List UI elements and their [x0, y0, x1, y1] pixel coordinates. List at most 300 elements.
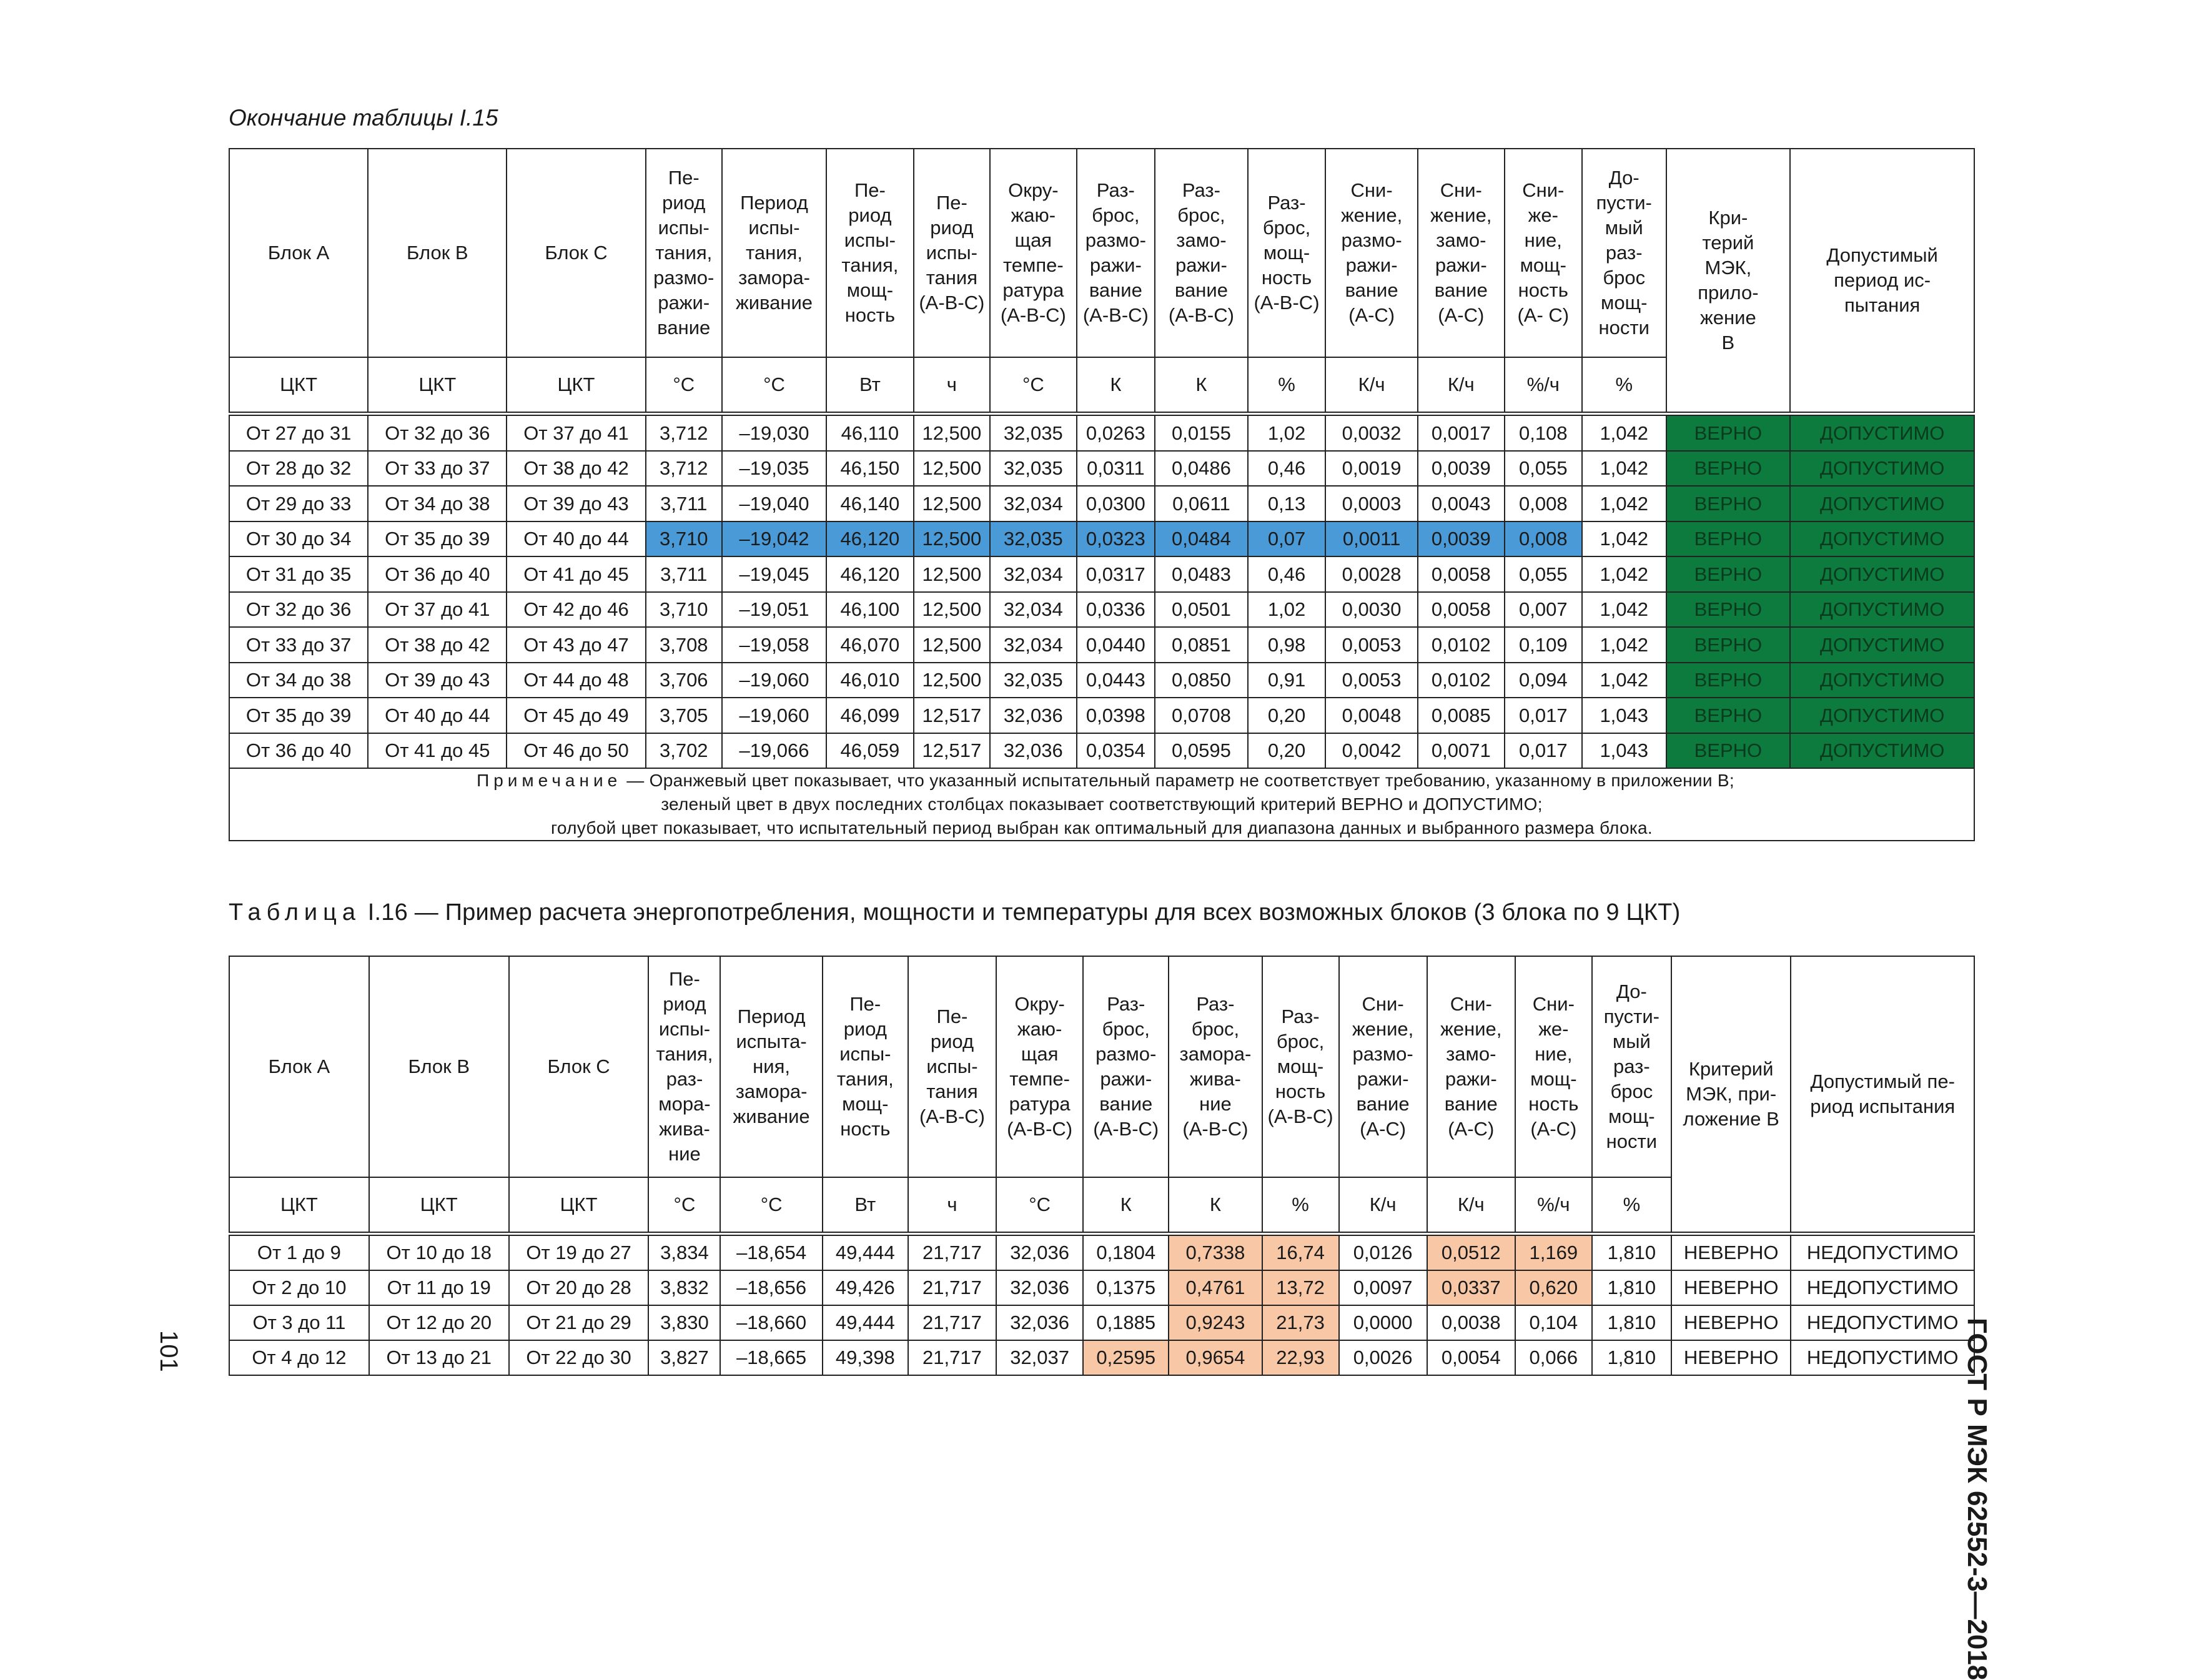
table-cell: НЕДОПУСТИМО [1791, 1234, 1974, 1271]
table-cell: 13,72 [1262, 1270, 1339, 1305]
table-cell: –19,035 [722, 451, 826, 487]
column-header: Блок А [229, 956, 369, 1177]
table-cell: 0,0398 [1077, 698, 1155, 733]
column-header: До- пусти- мый раз- брос мощ- ности [1582, 149, 1666, 357]
table-cell: 32,036 [990, 698, 1077, 733]
unit-header: ч [914, 357, 990, 414]
table-cell: От 30 до 34 [229, 521, 368, 557]
table-cell: 0,0011 [1325, 521, 1418, 557]
table-cell: 0,0102 [1418, 627, 1505, 663]
table-cell: 46,110 [826, 414, 914, 451]
table-note [229, 768, 1974, 841]
table-cell: 0,0058 [1418, 556, 1505, 592]
table-row [229, 592, 1974, 628]
table-cell: 0,0071 [1418, 733, 1505, 769]
table-cell: От 39 до 43 [368, 663, 507, 698]
column-header: Пе- риод испы- тания (А-В-С) [908, 956, 996, 1177]
table-cell: От 32 до 36 [368, 414, 507, 451]
table-cell: 0,20 [1248, 733, 1325, 769]
table-cell: ВЕРНО [1666, 698, 1791, 733]
table-cell: 3,712 [646, 414, 722, 451]
column-header: До- пусти- мый раз- брос мощ- ности [1592, 956, 1671, 1177]
table-cell: НЕВЕРНО [1671, 1234, 1791, 1271]
unit-header: % [1592, 1177, 1671, 1234]
table-cell: НЕДОПУСТИМО [1791, 1340, 1974, 1375]
table-cell: 12,500 [914, 521, 990, 557]
column-header: Кри- терий МЭК, прило- жение В [1666, 149, 1791, 414]
table-cell: 0,108 [1505, 414, 1582, 451]
unit-header: К [1169, 1177, 1262, 1234]
unit-header: К/ч [1325, 357, 1418, 414]
table-cell: 32,035 [990, 521, 1077, 557]
table-cell: 12,500 [914, 451, 990, 487]
table-cell: –18,654 [720, 1234, 822, 1271]
table-cell: 32,035 [990, 663, 1077, 698]
table-cell: ДОПУСТИМО [1790, 556, 1974, 592]
table-cell: От 2 до 10 [229, 1270, 369, 1305]
table-cell: 3,705 [646, 698, 722, 733]
table-cell: 12,517 [914, 733, 990, 769]
table-16-caption-text: I.16 — Пример расчета энергопотребления, мощности и температуры для всех возможных блоков (3 блока по 9 ЦКТ) [367, 899, 1681, 926]
unit-header: К [1083, 1177, 1169, 1234]
table-cell: –19,042 [722, 521, 826, 557]
table-cell: 1,042 [1582, 556, 1666, 592]
table-cell: 0,0017 [1418, 414, 1505, 451]
table-cell: 1,810 [1592, 1305, 1671, 1340]
table-cell: От 45 до 49 [507, 698, 645, 733]
table-cell: 0,07 [1248, 521, 1325, 557]
table-cell: 46,120 [826, 556, 914, 592]
table-cell: 1,810 [1592, 1340, 1671, 1375]
table-cell: 0,017 [1505, 698, 1582, 733]
table-cell: 3,710 [646, 592, 722, 628]
table-16-caption [229, 899, 1680, 926]
unit-header: °С [720, 1177, 822, 1234]
table-cell: 46,059 [826, 733, 914, 769]
column-header: Период испы- тания, замора- живание [722, 149, 826, 357]
table-cell: От 10 до 18 [369, 1234, 509, 1271]
table-cell: 22,93 [1262, 1340, 1339, 1375]
table-cell: 12,500 [914, 663, 990, 698]
header-row [229, 956, 1974, 1177]
table-15-header [229, 149, 1974, 414]
table-cell: 1,043 [1582, 698, 1666, 733]
table-15 [229, 148, 1975, 841]
table-cell: 32,034 [990, 486, 1077, 521]
note-line: голубой цвет показывает, что испытательный период выбран как оптимальный для диапазона данных и выбранного размера блока. [551, 818, 1653, 838]
column-header: Раз- брос, размо- ражи- вание (А-В-С) [1077, 149, 1155, 357]
table-row [229, 1234, 1974, 1271]
table-cell: 32,036 [996, 1305, 1083, 1340]
table-cell: 1,042 [1582, 414, 1666, 451]
table-cell: ДОПУСТИМО [1790, 663, 1974, 698]
table-cell: 32,036 [996, 1234, 1083, 1271]
unit-header: ЦКТ [229, 357, 368, 414]
unit-header: Вт [826, 357, 914, 414]
table-cell: От 37 до 41 [368, 592, 507, 628]
table-cell: НЕДОПУСТИМО [1791, 1305, 1974, 1340]
table-cell: 0,0038 [1427, 1305, 1515, 1340]
table-cell: ВЕРНО [1666, 486, 1791, 521]
unit-header: К [1155, 357, 1248, 414]
table-cell: 0,0019 [1325, 451, 1418, 487]
table-cell: 3,834 [648, 1234, 720, 1271]
table-cell: 0,7338 [1169, 1234, 1262, 1271]
side-document-title: ГОСТ Р МЭК 62552-3—2018 [1962, 1318, 1992, 1680]
unit-header: % [1582, 357, 1666, 414]
table-cell: 0,0097 [1339, 1270, 1427, 1305]
table-cell: 0,0443 [1077, 663, 1155, 698]
table-cell: 12,500 [914, 414, 990, 451]
table-cell: 0,0058 [1418, 592, 1505, 628]
table-cell: 0,9654 [1169, 1340, 1262, 1375]
column-header: Раз- брос, замо- ражи- вание (А-В-С) [1155, 149, 1248, 357]
table-cell: 0,109 [1505, 627, 1582, 663]
unit-header: ЦКТ [229, 1177, 369, 1234]
table-cell: 0,0028 [1325, 556, 1418, 592]
table-cell: 0,0039 [1418, 451, 1505, 487]
table-cell: 1,042 [1582, 592, 1666, 628]
table-cell: От 38 до 42 [507, 451, 645, 487]
unit-header: °С [990, 357, 1077, 414]
column-header: Сни- же- ние, мощ- ность (А-С) [1515, 956, 1592, 1177]
table-cell: 32,034 [990, 556, 1077, 592]
table-row [229, 1340, 1974, 1375]
table-cell: От 12 до 20 [369, 1305, 509, 1340]
table-cell: От 38 до 42 [368, 627, 507, 663]
table-cell: 0,0611 [1155, 486, 1248, 521]
table-cell: –18,660 [720, 1305, 822, 1340]
table-cell: От 29 до 33 [229, 486, 368, 521]
table-cell: 0,91 [1248, 663, 1325, 698]
table-16 [229, 956, 1975, 1376]
table-cell: 1,043 [1582, 733, 1666, 769]
unit-header: ЦКТ [368, 357, 507, 414]
table-cell: 49,444 [823, 1234, 908, 1271]
table-cell: –19,058 [722, 627, 826, 663]
table-cell: 3,830 [648, 1305, 720, 1340]
table-cell: ВЕРНО [1666, 451, 1791, 487]
column-header: Блок В [369, 956, 509, 1177]
table-row [229, 733, 1974, 769]
table-cell: ВЕРНО [1666, 733, 1791, 769]
table-cell: 0,0042 [1325, 733, 1418, 769]
table-cell: От 20 до 28 [509, 1270, 649, 1305]
table-cell: 32,037 [996, 1340, 1083, 1375]
column-header: Сни- жение, замо- ражи- вание (А-С) [1418, 149, 1505, 357]
table-cell: 21,717 [908, 1305, 996, 1340]
table-cell: 0,0053 [1325, 663, 1418, 698]
header-row [229, 149, 1974, 357]
table-cell: 1,042 [1582, 486, 1666, 521]
table-cell: 0,0850 [1155, 663, 1248, 698]
note-label: Примечание [477, 771, 622, 790]
table-cell: От 21 до 29 [509, 1305, 649, 1340]
table-row [229, 414, 1974, 451]
column-header: Блок С [507, 149, 645, 357]
table-cell: 0,007 [1505, 592, 1582, 628]
unit-header: % [1248, 357, 1325, 414]
table-cell: 32,036 [990, 733, 1077, 769]
table-cell: 49,398 [823, 1340, 908, 1375]
table-cell: От 36 до 40 [368, 556, 507, 592]
table-cell: 0,0030 [1325, 592, 1418, 628]
table-cell: 0,0311 [1077, 451, 1155, 487]
table-cell: 0,0126 [1339, 1234, 1427, 1271]
table-row [229, 627, 1974, 663]
table-cell: От 35 до 39 [229, 698, 368, 733]
table-cell: 0,0054 [1427, 1340, 1515, 1375]
column-header: Критерий МЭК, при- ложение В [1671, 956, 1791, 1234]
table-cell: 0,13 [1248, 486, 1325, 521]
table-cell: 0,0512 [1427, 1234, 1515, 1271]
table-cell: От 36 до 40 [229, 733, 368, 769]
table-cell: 0,0354 [1077, 733, 1155, 769]
table-cell: –19,040 [722, 486, 826, 521]
table-cell: 32,035 [990, 414, 1077, 451]
column-header: Окру- жаю- щая темпе- ратура (А-В-С) [996, 956, 1083, 1177]
table-cell: 0,1375 [1083, 1270, 1169, 1305]
unit-header: %/ч [1505, 357, 1582, 414]
column-header: Пе- риод испы- тания (А-В-С) [914, 149, 990, 357]
table-cell: 0,0851 [1155, 627, 1248, 663]
table-cell: 21,73 [1262, 1305, 1339, 1340]
table-16-body [229, 1234, 1974, 1376]
table-cell: 0,055 [1505, 556, 1582, 592]
table-cell: 3,702 [646, 733, 722, 769]
table-cell: 0,0336 [1077, 592, 1155, 628]
table-cell: От 39 до 43 [507, 486, 645, 521]
table-cell: 0,017 [1505, 733, 1582, 769]
table-cell: 21,717 [908, 1234, 996, 1271]
table-row [229, 486, 1974, 521]
table-cell: От 22 до 30 [509, 1340, 649, 1375]
column-header: Блок В [368, 149, 507, 357]
unit-header: °С [996, 1177, 1083, 1234]
table-cell: 12,500 [914, 486, 990, 521]
table-cell: ДОПУСТИМО [1790, 414, 1974, 451]
table-cell: 32,034 [990, 592, 1077, 628]
table-cell: 12,500 [914, 556, 990, 592]
table-cell: 3,712 [646, 451, 722, 487]
table-cell: 0,104 [1515, 1305, 1592, 1340]
table-cell: 0,0102 [1418, 663, 1505, 698]
table-cell: 12,500 [914, 627, 990, 663]
table-cell: 0,0039 [1418, 521, 1505, 557]
column-header: Раз- брос, замора- жива- ние (А-В-С) [1169, 956, 1262, 1177]
page-number: 101 [155, 1330, 182, 1372]
table-cell: 21,717 [908, 1270, 996, 1305]
table-cell: От 37 до 41 [507, 414, 645, 451]
table-15-caption: Окончание таблицы I.15 [229, 105, 498, 131]
table-row [229, 698, 1974, 733]
column-header: Раз- брос, размо- ражи- вание (А-В-С) [1083, 956, 1169, 1177]
table-row [229, 1270, 1974, 1305]
table-row [229, 1305, 1974, 1340]
table-cell: НЕДОПУСТИМО [1791, 1270, 1974, 1305]
table-cell: 21,717 [908, 1340, 996, 1375]
table-cell: ДОПУСТИМО [1790, 592, 1974, 628]
table-cell: 1,810 [1592, 1234, 1671, 1271]
table-cell: 46,150 [826, 451, 914, 487]
table-cell: 46,099 [826, 698, 914, 733]
table-cell: 46,120 [826, 521, 914, 557]
table-cell: 0,0155 [1155, 414, 1248, 451]
table-cell: 0,008 [1505, 521, 1582, 557]
table-cell: От 4 до 12 [229, 1340, 369, 1375]
table-cell: 0,0085 [1418, 698, 1505, 733]
column-header: Сни- же- ние, мощ- ность (А- С) [1505, 149, 1582, 357]
column-header: Блок С [509, 956, 649, 1177]
table-cell: 49,444 [823, 1305, 908, 1340]
table-cell: 1,042 [1582, 451, 1666, 487]
table-cell: ВЕРНО [1666, 663, 1791, 698]
table-cell: –18,656 [720, 1270, 822, 1305]
table-cell: –19,045 [722, 556, 826, 592]
table-cell: 0,094 [1505, 663, 1582, 698]
table-cell: От 19 до 27 [509, 1234, 649, 1271]
column-header: Пе- риод испы- тания, мощ- ность [823, 956, 908, 1177]
table-cell: 0,2595 [1083, 1340, 1169, 1375]
table-row [229, 521, 1974, 557]
unit-header: К/ч [1418, 357, 1505, 414]
table-cell: 0,98 [1248, 627, 1325, 663]
table-cell: 0,0323 [1077, 521, 1155, 557]
table-cell: НЕВЕРНО [1671, 1270, 1791, 1305]
table-cell: 12,517 [914, 698, 990, 733]
table-cell: 3,710 [646, 521, 722, 557]
unit-header: К [1077, 357, 1155, 414]
table-cell: 0,0337 [1427, 1270, 1515, 1305]
unit-header: °С [722, 357, 826, 414]
table-cell: 46,100 [826, 592, 914, 628]
table-cell: 0,0026 [1339, 1340, 1427, 1375]
table-cell: 0,0043 [1418, 486, 1505, 521]
table-cell: 0,46 [1248, 451, 1325, 487]
table-row [229, 663, 1974, 698]
table-cell: 0,1885 [1083, 1305, 1169, 1340]
column-header: Пе- риод испы- тания, мощ- ность [826, 149, 914, 357]
table-cell: От 41 до 45 [507, 556, 645, 592]
table-cell: От 33 до 37 [229, 627, 368, 663]
table-cell: От 44 до 48 [507, 663, 645, 698]
table-cell: 0,0317 [1077, 556, 1155, 592]
table-cell: 0,0440 [1077, 627, 1155, 663]
table-cell: 0,0300 [1077, 486, 1155, 521]
table-cell: 0,066 [1515, 1340, 1592, 1375]
table-cell: ВЕРНО [1666, 592, 1791, 628]
table-cell: От 34 до 38 [368, 486, 507, 521]
column-header: Пе- риод испы- тания, раз- мора- жива- ние [648, 956, 720, 1177]
unit-header: ч [908, 1177, 996, 1234]
table-cell: ДОПУСТИМО [1790, 698, 1974, 733]
table-cell: 0,0003 [1325, 486, 1418, 521]
column-header: Период испыта- ния, замора- живание [720, 956, 822, 1177]
column-header: Сни- жение, размо- ражи- вание (А-С) [1339, 956, 1427, 1177]
table-cell: 0,4761 [1169, 1270, 1262, 1305]
table-cell: ДОПУСТИМО [1790, 733, 1974, 769]
table-cell: 0,9243 [1169, 1305, 1262, 1340]
table-cell: От 33 до 37 [368, 451, 507, 487]
table-cell: 0,46 [1248, 556, 1325, 592]
table-cell: 0,0048 [1325, 698, 1418, 733]
table-cell: 16,74 [1262, 1234, 1339, 1271]
column-header: Сни- жение, замо- ражи- вание (А-С) [1427, 956, 1515, 1177]
table-cell: 0,20 [1248, 698, 1325, 733]
column-header: Блок А [229, 149, 368, 357]
table-cell: 0,0053 [1325, 627, 1418, 663]
table-cell: От 41 до 45 [368, 733, 507, 769]
table-cell: 0,0484 [1155, 521, 1248, 557]
table-cell: 0,0263 [1077, 414, 1155, 451]
table-cell: –19,051 [722, 592, 826, 628]
table-cell: 3,832 [648, 1270, 720, 1305]
table-cell: 0,008 [1505, 486, 1582, 521]
unit-header: % [1262, 1177, 1339, 1234]
table-cell: НЕВЕРНО [1671, 1340, 1791, 1375]
table-cell: ВЕРНО [1666, 556, 1791, 592]
table-15-body [229, 414, 1974, 841]
table-cell: 0,0708 [1155, 698, 1248, 733]
table-cell: 1,042 [1582, 627, 1666, 663]
table-cell: ВЕРНО [1666, 521, 1791, 557]
note-row [229, 768, 1974, 841]
unit-header: ЦКТ [507, 357, 645, 414]
unit-header: °С [646, 357, 722, 414]
table-cell: –18,665 [720, 1340, 822, 1375]
table-cell: От 43 до 47 [507, 627, 645, 663]
table-cell: 0,1804 [1083, 1234, 1169, 1271]
table-cell: От 40 до 44 [507, 521, 645, 557]
table-cell: 46,010 [826, 663, 914, 698]
table-cell: 32,036 [996, 1270, 1083, 1305]
column-header: Допустимый пе- риод испытания [1791, 956, 1974, 1234]
unit-header: Вт [823, 1177, 908, 1234]
table-cell: –19,060 [722, 698, 826, 733]
table-cell: ДОПУСТИМО [1790, 451, 1974, 487]
table-cell: ВЕРНО [1666, 627, 1791, 663]
note-line: зеленый цвет в двух последних столбцах показывает соответствующий критерий ВЕРНО и ДОПУСТИМО; [661, 794, 1543, 814]
table-cell: –19,060 [722, 663, 826, 698]
table-cell: 3,827 [648, 1340, 720, 1375]
table-cell: От 32 до 36 [229, 592, 368, 628]
table-cell: 3,711 [646, 486, 722, 521]
unit-header: %/ч [1515, 1177, 1592, 1234]
unit-header: К/ч [1427, 1177, 1515, 1234]
table-cell: 46,140 [826, 486, 914, 521]
note-line: — Оранжевый цвет показывает, что указанный испытательный параметр не соответствует требованию, указанному в приложении В; [621, 771, 1734, 790]
table-cell: 0,0032 [1325, 414, 1418, 451]
table-cell: От 1 до 9 [229, 1234, 369, 1271]
table-cell: От 42 до 46 [507, 592, 645, 628]
table-cell: 1,042 [1582, 663, 1666, 698]
table-cell: 0,055 [1505, 451, 1582, 487]
table-cell: ДОПУСТИМО [1790, 627, 1974, 663]
table-cell: От 34 до 38 [229, 663, 368, 698]
table-cell: От 11 до 19 [369, 1270, 509, 1305]
table-cell: ВЕРНО [1666, 414, 1791, 451]
table-cell: 1,169 [1515, 1234, 1592, 1271]
column-header: Окру- жаю- щая темпе- ратура (А-В-С) [990, 149, 1077, 357]
table-cell: 32,035 [990, 451, 1077, 487]
unit-header: ЦКТ [369, 1177, 509, 1234]
table-cell: 1,810 [1592, 1270, 1671, 1305]
table-cell: От 35 до 39 [368, 521, 507, 557]
table-cell: 46,070 [826, 627, 914, 663]
table-cell: От 27 до 31 [229, 414, 368, 451]
table-cell: –19,066 [722, 733, 826, 769]
table-cell: От 40 до 44 [368, 698, 507, 733]
